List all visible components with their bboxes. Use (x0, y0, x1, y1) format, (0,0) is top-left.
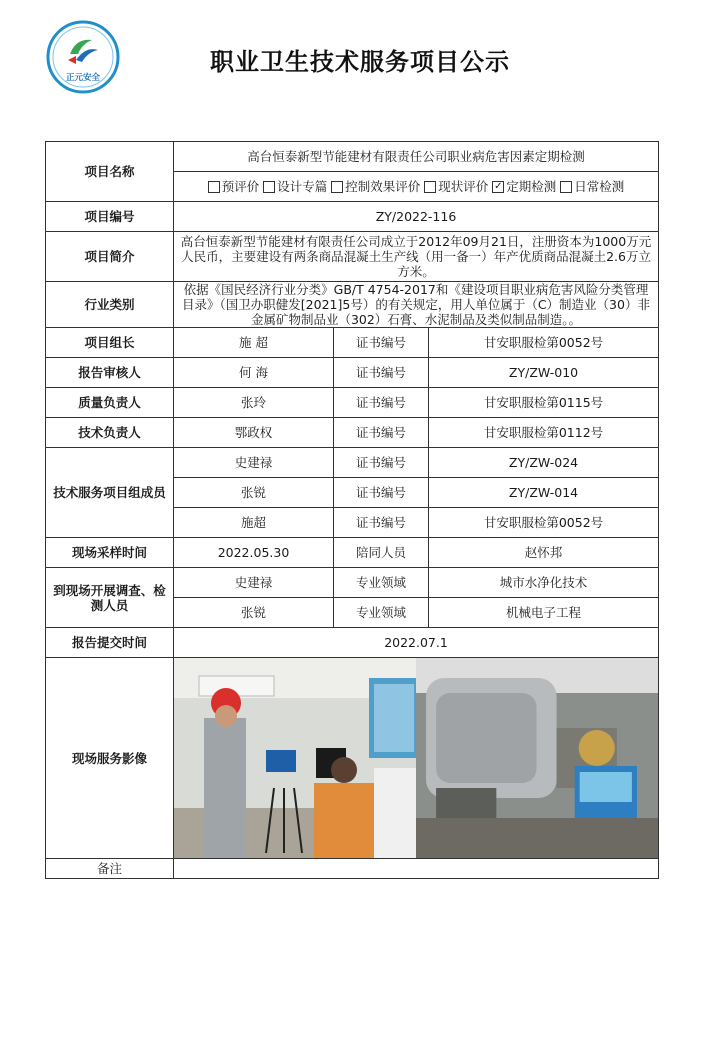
staff-cert: ZY/ZW-010 (429, 358, 659, 388)
checkbox-empty-icon[interactable] (560, 181, 572, 193)
project-number-label: 项目编号 (46, 202, 174, 232)
site-images (174, 658, 659, 859)
option-2[interactable] (331, 179, 420, 194)
team-member-cert: ZY/ZW-024 (429, 448, 659, 478)
project-name: 高台恒泰新型节能建材有限责任公司职业病危害因素定期检测 (174, 142, 659, 172)
remarks-label: 备注 (46, 859, 174, 879)
sampling-time-label: 现场采样时间 (46, 538, 174, 568)
option-label: 预评价 (221, 179, 260, 194)
option-label: 定期检测 (506, 179, 557, 194)
survey-member-field: 机械电子工程 (429, 598, 659, 628)
project-table (45, 141, 659, 879)
option-0[interactable] (208, 179, 260, 194)
submit-time-label: 报告提交时间 (46, 628, 174, 658)
submit-date: 2022.07.1 (174, 628, 659, 658)
survey-member-field: 城市水净化技术 (429, 568, 659, 598)
option-4[interactable] (492, 179, 556, 194)
cert-label: 证书编号 (334, 328, 429, 358)
survey-label: 到现场开展调查、检测人员 (46, 568, 174, 628)
staff-cert: 甘安职服检第0115号 (429, 388, 659, 418)
cert-label: 证书编号 (334, 508, 429, 538)
field-label: 专业领域 (334, 568, 429, 598)
logo-text: 正元安全 (65, 73, 101, 83)
team-member-name: 史建禄 (174, 448, 334, 478)
staff-cert: 甘安职服检第0052号 (429, 328, 659, 358)
industry-text: 依据《国民经济行业分类》GB/T 4754-2017和《建设项目职业病危害风险分类管理目录》（国卫办职健发[2021]5号）的有关规定，用人单位属于（C）制造业（30）非金属矿物制品业（302）石膏、水泥制品及类似制品制造。。 (174, 282, 659, 328)
option-3[interactable] (424, 179, 488, 194)
team-member-name: 张锐 (174, 478, 334, 508)
sampling-date: 2022.05.30 (174, 538, 334, 568)
team-member-name: 施超 (174, 508, 334, 538)
checkbox-empty-icon[interactable] (208, 181, 220, 193)
checkbox-empty-icon[interactable] (263, 181, 275, 193)
cert-label: 证书编号 (334, 448, 429, 478)
staff-role: 质量负责人 (46, 388, 174, 418)
project-number: ZY/2022-116 (174, 202, 659, 232)
checkbox-checked-icon[interactable]: ✓ (494, 180, 503, 192)
project-intro-label: 项目简介 (46, 232, 174, 282)
project-name-label: 项目名称 (46, 142, 174, 202)
staff-name: 张玲 (174, 388, 334, 418)
team-member-cert: 甘安职服检第0052号 (429, 508, 659, 538)
checkbox-empty-icon[interactable] (424, 181, 436, 193)
team-label: 技术服务项目组成员 (46, 448, 174, 538)
project-intro: 高台恒泰新型节能建材有限责任公司成立于2012年09月21日，注册资本为1000万元人民币，主要建设有两条商品混凝土生产线（用一备一）年产优质商品混凝土2.6万立方米。 (174, 232, 659, 282)
survey-member-name: 张锐 (174, 598, 334, 628)
evaluation-type-options (174, 172, 659, 202)
team-member-cert: ZY/ZW-014 (429, 478, 659, 508)
site-photo-office (174, 658, 416, 858)
industry-label: 行业类别 (46, 282, 174, 328)
staff-role: 报告审核人 (46, 358, 174, 388)
cert-label: 证书编号 (334, 358, 429, 388)
staff-name: 何 海 (174, 358, 334, 388)
checkbox-empty-icon[interactable] (331, 181, 343, 193)
staff-name: 鄂政权 (174, 418, 334, 448)
option-label: 设计专篇 (277, 179, 328, 194)
cert-label: 证书编号 (334, 388, 429, 418)
companion-label: 陪同人员 (334, 538, 429, 568)
site-photo-equipment (416, 658, 658, 858)
option-1[interactable] (263, 179, 327, 194)
option-label: 日常检测 (574, 179, 625, 194)
page-title: 职业卫生技术服务项目公示 (210, 48, 510, 76)
field-label: 专业领域 (334, 598, 429, 628)
staff-role: 项目组长 (46, 328, 174, 358)
remarks-value (174, 859, 659, 879)
cert-label: 证书编号 (334, 478, 429, 508)
cert-label: 证书编号 (334, 418, 429, 448)
option-label: 现状评价 (438, 179, 489, 194)
staff-cert: 甘安职服检第0112号 (429, 418, 659, 448)
companion-name: 赵怀邦 (429, 538, 659, 568)
site-images-label: 现场服务影像 (46, 658, 174, 859)
option-label: 控制效果评价 (345, 179, 421, 194)
survey-member-name: 史建禄 (174, 568, 334, 598)
option-5[interactable] (560, 179, 624, 194)
staff-role: 技术负责人 (46, 418, 174, 448)
staff-name: 施 超 (174, 328, 334, 358)
